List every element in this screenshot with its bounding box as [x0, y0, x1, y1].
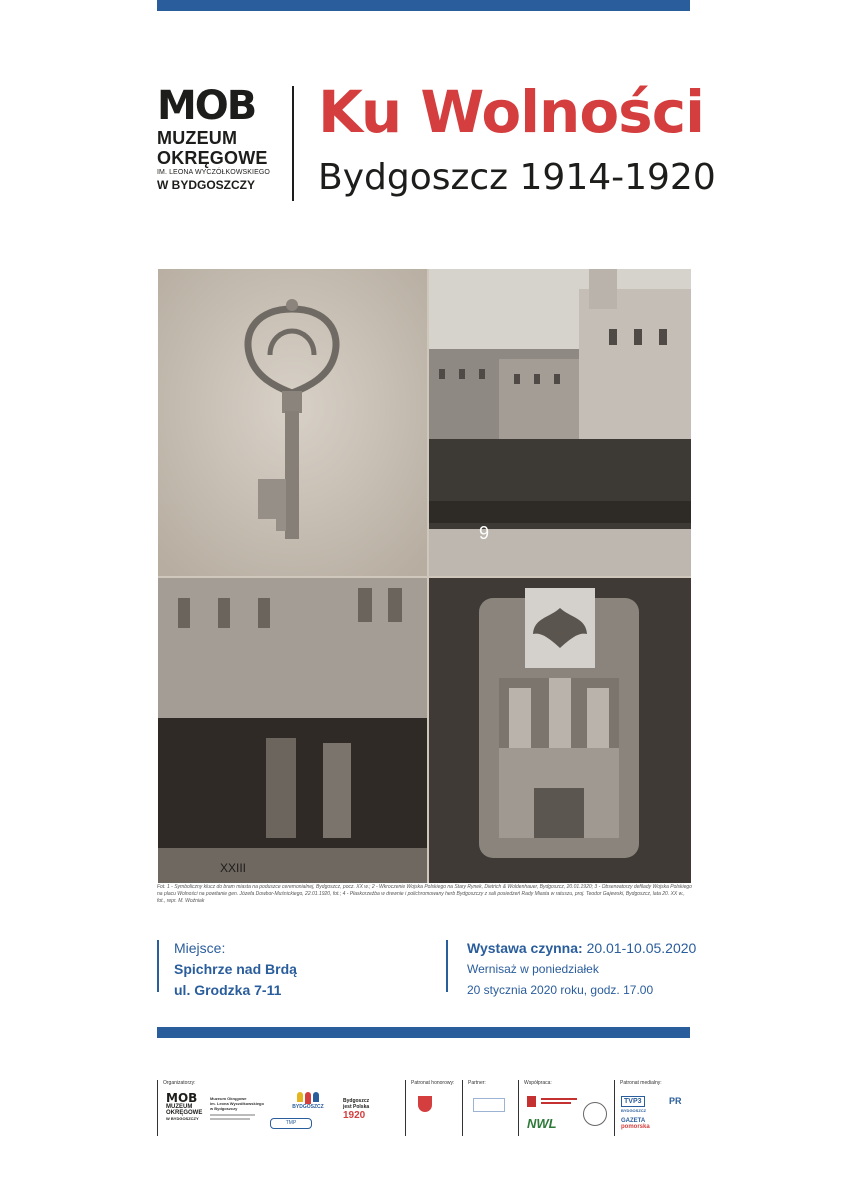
footer-media [614, 1080, 700, 1136]
organizer-museum-logo: MOB MUZEUM OKRĘGOWE W BYDGOSZCZY [166, 1091, 203, 1121]
exhibition-dates: 20.01-10.05.2020 [586, 940, 697, 956]
logo-line-city: W BYDGOSZCZY [157, 178, 255, 192]
photo-number: 9 [479, 523, 490, 543]
organizers-label: Organizatorzy: [163, 1080, 196, 1086]
city-crest-icon [418, 1096, 432, 1112]
museum-logo [157, 83, 270, 192]
header-divider [292, 86, 294, 201]
partner-label: Partner: [468, 1080, 486, 1086]
footer-organizers [157, 1080, 403, 1136]
photo-market-square [429, 269, 691, 576]
exhibition-divider [446, 940, 448, 992]
nowl-logo: NWL [527, 1116, 557, 1131]
logo-line-museum: MUZEUM [157, 128, 238, 148]
place-info [174, 938, 297, 1001]
institute-logo [527, 1096, 536, 1107]
photo-marking: XXIII [220, 861, 247, 875]
poster-title: Ku Wolności [318, 78, 704, 146]
pr-logo: PR [669, 1096, 682, 1106]
exhibition-info [467, 938, 696, 1001]
photo-collage [158, 269, 691, 883]
jubilee-logo: Bydgoszcz jest Polska 1920 [343, 1098, 370, 1121]
vernissage-line-1: Wernisaż w poniedziałek [467, 962, 599, 976]
photo-parade-observers [158, 578, 427, 883]
partner-logo [473, 1098, 505, 1112]
place-address: ul. Grodzka 7-11 [174, 982, 282, 998]
footer-cooperation [518, 1080, 614, 1136]
photo-coat-of-arms [429, 578, 691, 883]
place-label: Miejsce: [174, 940, 226, 956]
logo-line-patron: IM. LEONA WYCZÓŁKOWSKIEGO [157, 169, 270, 176]
patronage-label: Patronat honorowy: [411, 1080, 455, 1086]
bottom-accent-bar [157, 1027, 690, 1038]
vernissage-line-2: 20 stycznia 2020 roku, godz. 17.00 [467, 983, 654, 997]
tmp-logo: TMP [270, 1118, 312, 1129]
bydgoszcz-logo: BYDGOSZCZ [288, 1092, 328, 1110]
place-name: Spichrze nad Brdą [174, 961, 297, 977]
photo-caption: Fot. 1 - Symboliczny klucz do bram miasta na poduszce ceremonialnej, Bydgoszcz, pocz. XX w.; 2 - Wkroczenie Wojska Polskiego na Stary Rynek, Dietrich & Woldenhauer, Bydgoszcz, 20.01.1920; 3 - Obserwatorzy defilady Wojska Polskiego na placu Wolności na powitanie gen. Józefa Dowbor-Muśnickiego, 22.01.1920, fot.; 4 - Płaskorzeźba w drewnie i polichromowany herb Bydgoszczy z sali posiedzeń Rady Miasta w ratuszu, proj. Teodor Gajewski, Bydgoszcz, lata 20. XX w., fot., repr. M. Woźniak [157, 884, 692, 904]
photo-key [158, 269, 427, 576]
university-seal-icon [583, 1102, 607, 1126]
poster-subtitle: Bydgoszcz 1914-1920 [318, 157, 716, 198]
logo-mark: MOB [157, 83, 256, 129]
tvp-city: BYDGOSZCZ [621, 1108, 647, 1113]
top-accent-bar [157, 0, 690, 11]
footer-patronage [405, 1080, 461, 1136]
place-divider [157, 940, 159, 992]
gazeta-logo: GAZETA pomorska [621, 1118, 650, 1130]
organizer-name: Muzeum Okręgowe im. Leona Wyczółkowskiego w Bydgoszczy [210, 1096, 266, 1120]
media-label: Patronat medialny: [620, 1080, 662, 1086]
cooperation-label: Współpraca: [524, 1080, 552, 1086]
logo-line-district: OKRĘGOWE [157, 148, 268, 168]
footer-partner [462, 1080, 518, 1136]
tvp-logo: TVP3 [621, 1096, 645, 1107]
exhibition-label: Wystawa czynna: [467, 940, 583, 956]
